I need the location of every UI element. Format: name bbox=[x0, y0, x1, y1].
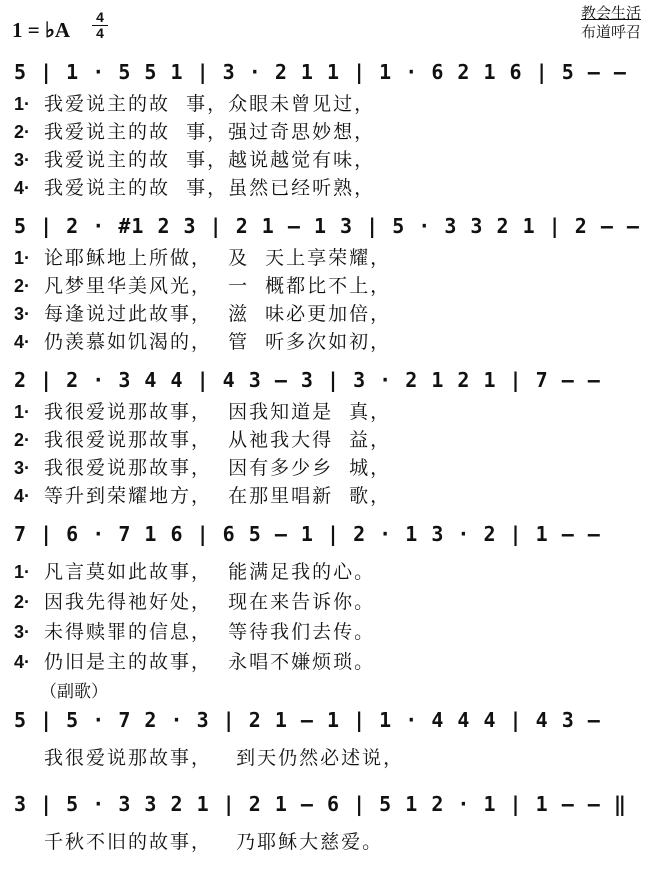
lyric-line bbox=[0, 744, 659, 772]
lyric-line bbox=[0, 90, 659, 118]
notation-line bbox=[0, 52, 659, 92]
notation-text: 5 | 1 · 5 5 1 | 3 · 2 1 1 | 1 · 6 2 1 6 | 5 – – bbox=[14, 60, 627, 84]
key-signature: 1 = ♭A bbox=[12, 18, 71, 42]
refrain-label: （副歌） bbox=[40, 682, 108, 702]
lyric-text: 我爱说主的故 事，众眼未曾见过， bbox=[44, 93, 376, 115]
lyric-text: 我很爱说那故事， 到天仍然必述说， bbox=[44, 747, 405, 769]
verse-number: 1· bbox=[14, 402, 31, 422]
notation-text: 7 | 6 · 7 1 6 | 6 5 – 1 | 2 · 1 3 · 2 | 1 – – bbox=[14, 522, 601, 546]
lyric-line bbox=[0, 558, 659, 586]
lyric-line bbox=[0, 272, 659, 300]
verse-number: 4· bbox=[14, 652, 31, 672]
verse-number: 4· bbox=[14, 486, 31, 506]
lyric-text: 凡梦里华美风光， 一 概都比不上， bbox=[44, 275, 392, 297]
lyric-text: 每逢说过此故事， 滋 味必更加倍， bbox=[44, 303, 392, 325]
verse-number: 1· bbox=[14, 94, 31, 114]
lyric-text: 仍羡慕如饥渴的， 管 听多次如初， bbox=[44, 331, 392, 353]
credit-title: 教会生活 bbox=[580, 4, 641, 22]
credits bbox=[581, 4, 641, 42]
lyric-text: 我很爱说那故事， 从祂我大得 益， bbox=[44, 429, 392, 451]
lyric-line bbox=[0, 426, 659, 454]
notation-text: 3 | 5 · 3 3 2 1 | 2 1 – 6 | 5 1 2 · 1 | 1 – – ‖ bbox=[14, 792, 627, 816]
lyric-line bbox=[0, 300, 659, 328]
credit-sub: 布道呼召 bbox=[580, 23, 641, 41]
lyric-text: 我爱说主的故 事，越说越觉有味， bbox=[44, 149, 376, 171]
time-signature bbox=[92, 10, 108, 41]
lyric-text: 凡言莫如此故事， 能满足我的心。 bbox=[44, 561, 376, 583]
lyric-line bbox=[0, 482, 659, 510]
notation-text: 2 | 2 · 3 4 4 | 4 3 – 3 | 3 · 2 1 2 1 | 7 – – bbox=[14, 368, 601, 392]
lyric-text: 我很爱说那故事， 因我知道是 真， bbox=[44, 401, 392, 423]
lyric-text: 我爱说主的故 事，虽然已经听熟， bbox=[44, 177, 376, 199]
lyric-line bbox=[0, 828, 659, 856]
lyric-text: 未得赎罪的信息， 等待我们去传。 bbox=[44, 621, 376, 643]
verse-number: 2· bbox=[14, 276, 31, 296]
verse-number: 2· bbox=[14, 122, 31, 142]
lyric-text: 论耶稣地上所做， 及 天上享荣耀， bbox=[44, 247, 392, 269]
lyric-text: 我爱说主的故 事，强过奇思妙想， bbox=[44, 121, 376, 143]
lyric-text: 仍旧是主的故事， 永唱不嫌烦琐。 bbox=[44, 651, 376, 673]
notation-line bbox=[0, 700, 659, 740]
lyric-line bbox=[0, 174, 659, 202]
verse-number: 3· bbox=[14, 150, 31, 170]
lyric-text: 我很爱说那故事， 因有多少乡 城， bbox=[44, 457, 392, 479]
lyric-line bbox=[0, 244, 659, 272]
lyric-line bbox=[0, 328, 659, 356]
verse-number: 1· bbox=[14, 562, 31, 582]
lyric-line bbox=[0, 588, 659, 616]
lyric-line bbox=[0, 118, 659, 146]
lyric-text: 千秋不旧的故事， 乃耶稣大慈爱。 bbox=[44, 831, 384, 853]
lyric-text: 等升到荣耀地方， 在那里唱新 歌， bbox=[44, 485, 392, 507]
lyric-line bbox=[0, 648, 659, 676]
verse-number: 2· bbox=[14, 430, 31, 450]
meter-top: 4 bbox=[96, 9, 104, 25]
verse-number: 3· bbox=[14, 622, 31, 642]
lyric-line bbox=[0, 618, 659, 646]
notation-line bbox=[0, 514, 659, 554]
meter-bottom: 4 bbox=[92, 25, 108, 41]
verse-number: 3· bbox=[14, 458, 31, 478]
notation-line bbox=[0, 784, 659, 824]
verse-number: 1· bbox=[14, 248, 31, 268]
verse-number: 4· bbox=[14, 178, 31, 198]
verse-number: 4· bbox=[14, 332, 31, 352]
lyric-line bbox=[0, 146, 659, 174]
lyric-line bbox=[0, 398, 659, 426]
lyric-line bbox=[0, 454, 659, 482]
verse-number: 2· bbox=[14, 592, 31, 612]
verse-number: 3· bbox=[14, 304, 31, 324]
notation-text: 5 | 5 · 7 2 · 3 | 2 1 – 1 | 1 · 4 4 4 | 4 3 – bbox=[14, 708, 601, 732]
notation-line bbox=[0, 360, 659, 400]
notation-line bbox=[0, 206, 659, 246]
lyric-text: 因我先得祂好处， 现在来告诉你。 bbox=[44, 591, 376, 613]
notation-text: 5 | 2 · #1 2 3 | 2 1 – 1 3 | 5 · 3 3 2 1 | 2 – – bbox=[14, 214, 640, 238]
